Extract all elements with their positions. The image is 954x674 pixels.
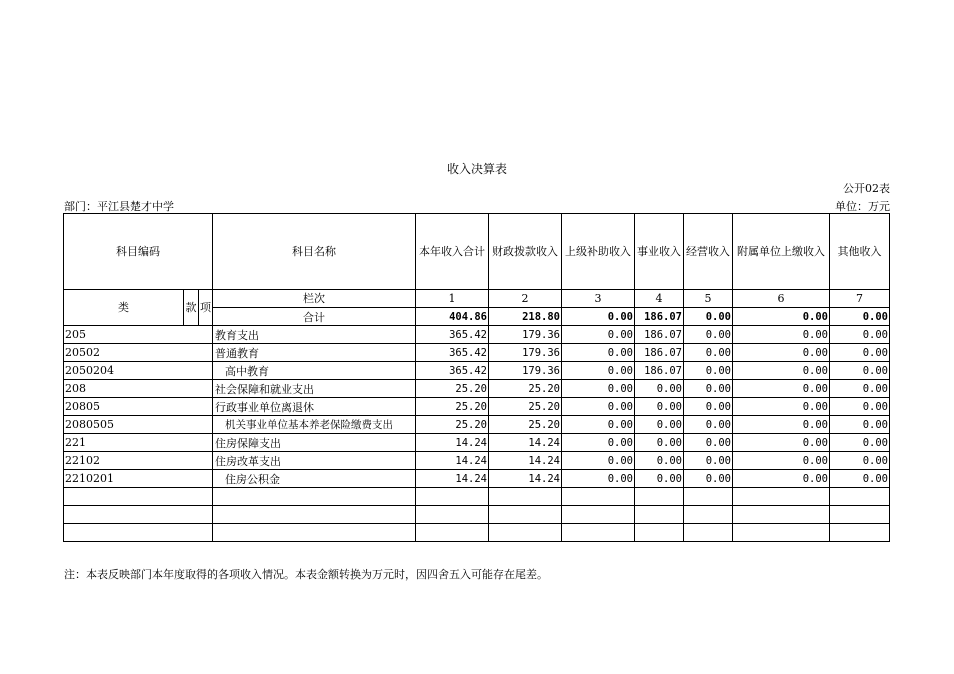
total-value: 218.80 [489,308,562,326]
row-value: 0.00 [830,434,890,452]
row-name: 住房改革支出 [213,452,416,470]
row-code: 20805 [64,398,213,416]
empty-cell [489,524,562,542]
row-value: 0.00 [635,452,684,470]
row-value: 25.20 [416,398,489,416]
total-value: 0.00 [733,308,830,326]
total-label: 合计 [213,308,416,326]
row-value: 0.00 [635,380,684,398]
empty-cell [213,506,416,524]
empty-cell [684,524,733,542]
row-value: 0.00 [635,470,684,488]
header-xiang: 项 [199,290,213,326]
row-value: 0.00 [684,452,733,470]
header-col-3: 上级补助收入 [562,214,635,290]
row-value: 0.00 [830,362,890,380]
empty-cell [213,524,416,542]
row-value: 14.24 [416,434,489,452]
header-col-2: 财政拨款收入 [489,214,562,290]
row-value: 14.24 [416,452,489,470]
row-name: 行政事业单位离退休 [213,398,416,416]
row-value: 0.00 [562,398,635,416]
row-name: 住房公积金 [213,470,416,488]
footnote: 注：本表反映部门本年度取得的各项收入情况。本表金额转换为万元时，因四舍五入可能存在尾差。 [64,568,548,581]
row-code: 208 [64,380,213,398]
empty-cell [635,506,684,524]
empty-cell [733,524,830,542]
row-code: 20502 [64,344,213,362]
row-value: 0.00 [635,398,684,416]
row-value: 0.00 [684,434,733,452]
row-value: 14.24 [416,470,489,488]
empty-cell [64,524,213,542]
row-value: 0.00 [733,398,830,416]
row-value: 0.00 [733,344,830,362]
row-value: 0.00 [684,416,733,434]
header-kuan: 款 [184,290,199,326]
empty-cell [416,488,489,506]
row-value: 14.24 [489,470,562,488]
row-value: 0.00 [684,362,733,380]
row-code: 221 [64,434,213,452]
total-value: 0.00 [830,308,890,326]
table-row [64,344,890,362]
empty-cell [489,488,562,506]
header-lei: 类 [64,290,184,326]
empty-cell [64,488,213,506]
row-value: 0.00 [830,452,890,470]
row-name: 社会保障和就业支出 [213,380,416,398]
empty-cell [733,506,830,524]
table-row [64,362,890,380]
col-num-7: 7 [830,290,890,308]
empty-cell [684,506,733,524]
row-name: 普通教育 [213,344,416,362]
row-value: 179.36 [489,344,562,362]
row-value: 0.00 [635,434,684,452]
row-value: 186.07 [635,362,684,380]
row-value: 179.36 [489,362,562,380]
col-num-1: 1 [416,290,489,308]
table-row [64,434,890,452]
header-subject-code: 科目编码 [64,214,213,290]
row-value: 14.24 [489,434,562,452]
row-value: 0.00 [562,362,635,380]
row-value: 0.00 [733,470,830,488]
empty-cell [416,524,489,542]
row-name: 住房保障支出 [213,434,416,452]
row-value: 0.00 [635,416,684,434]
row-value: 0.00 [684,326,733,344]
row-value: 0.00 [733,416,830,434]
row-code: 22102 [64,452,213,470]
row-value: 0.00 [733,326,830,344]
form-code: 公开02表 [843,182,890,195]
row-value: 0.00 [684,380,733,398]
header-col-4: 事业收入 [635,214,684,290]
empty-row [64,488,890,506]
empty-row [64,506,890,524]
table-row [64,380,890,398]
empty-cell [684,488,733,506]
table-row [64,452,890,470]
empty-cell [635,488,684,506]
row-code: 2210201 [64,470,213,488]
row-value: 365.42 [416,362,489,380]
empty-cell [64,506,213,524]
header-subject-name: 科目名称 [213,214,416,290]
row-value: 179.36 [489,326,562,344]
empty-cell [213,488,416,506]
row-value: 0.00 [684,470,733,488]
col-num-6: 6 [733,290,830,308]
unit-label: 单位：万元 [835,200,890,213]
row-value: 0.00 [830,326,890,344]
row-value: 14.24 [489,452,562,470]
header-col-6: 附属单位上缴收入 [733,214,830,290]
empty-cell [562,488,635,506]
row-value: 25.20 [489,380,562,398]
row-value: 0.00 [562,380,635,398]
table-row [64,326,890,344]
page-title: 收入决算表 [446,162,507,176]
row-value: 0.00 [684,344,733,362]
row-value: 0.00 [562,452,635,470]
empty-cell [830,524,890,542]
row-value: 0.00 [733,434,830,452]
empty-cell [416,506,489,524]
row-value: 25.20 [416,416,489,434]
row-name: 教育支出 [213,326,416,344]
income-table [63,213,890,542]
row-value: 0.00 [733,362,830,380]
row-value: 0.00 [562,434,635,452]
department-label: 部门：平江县楚才中学 [64,200,174,213]
empty-cell [733,488,830,506]
row-value: 0.00 [562,326,635,344]
row-value: 0.00 [830,470,890,488]
row-name: 高中教育 [213,362,416,380]
row-code: 205 [64,326,213,344]
col-num-5: 5 [684,290,733,308]
row-value: 0.00 [684,398,733,416]
table-row [64,416,890,434]
row-value: 25.20 [489,398,562,416]
total-value: 404.86 [416,308,489,326]
header-lanci: 栏次 [213,290,416,308]
row-code: 2080505 [64,416,213,434]
empty-row [64,524,890,542]
header-col-7: 其他收入 [830,214,890,290]
row-value: 0.00 [562,416,635,434]
col-num-4: 4 [635,290,684,308]
col-num-2: 2 [489,290,562,308]
row-code: 2050204 [64,362,213,380]
header-col-5: 经营收入 [684,214,733,290]
empty-cell [830,488,890,506]
row-value: 0.00 [733,452,830,470]
total-value: 0.00 [562,308,635,326]
empty-cell [635,524,684,542]
total-value: 0.00 [684,308,733,326]
row-value: 0.00 [830,344,890,362]
row-name: 机关事业单位基本养老保险缴费支出 [213,416,416,434]
row-value: 186.07 [635,326,684,344]
row-value: 365.42 [416,326,489,344]
row-value: 186.07 [635,344,684,362]
row-value: 0.00 [830,416,890,434]
table-row [64,470,890,488]
row-value: 0.00 [733,380,830,398]
row-value: 0.00 [562,470,635,488]
row-value: 0.00 [830,398,890,416]
row-value: 365.42 [416,344,489,362]
col-num-3: 3 [562,290,635,308]
empty-cell [489,506,562,524]
total-value: 186.07 [635,308,684,326]
row-value: 0.00 [830,380,890,398]
row-value: 25.20 [416,380,489,398]
table-row [64,398,890,416]
row-value: 0.00 [562,344,635,362]
row-value: 25.20 [489,416,562,434]
empty-cell [562,524,635,542]
header-col-1: 本年收入合计 [416,214,489,290]
empty-cell [830,506,890,524]
empty-cell [562,506,635,524]
